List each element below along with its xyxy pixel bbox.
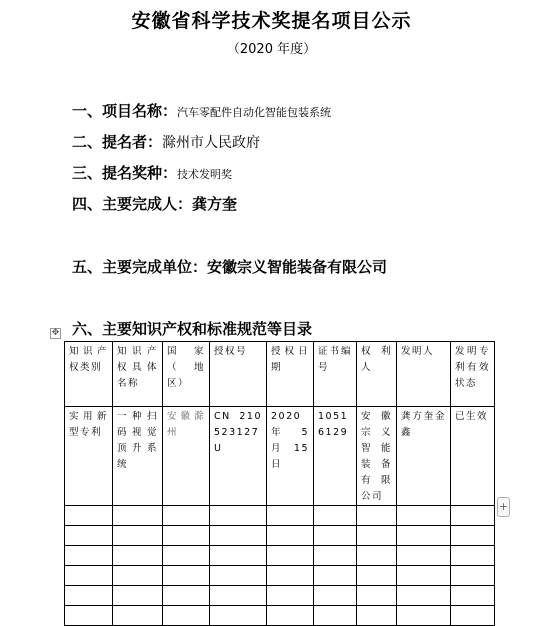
header-cell: 知识产权类别: [65, 342, 113, 407]
section-value: 龚方奎: [192, 195, 238, 213]
section-heading: 四、主要完成人：: [72, 195, 193, 213]
table-cell: 已生效: [451, 407, 495, 506]
empty-table-row: [65, 566, 495, 586]
section-heading: 三、提名奖种：: [72, 164, 178, 182]
header-cell: 知识产权具体名称: [113, 342, 163, 407]
table-cell: CN 210523127 U: [210, 407, 267, 506]
section-nominator: [72, 131, 260, 152]
header-cell: 授权号: [210, 342, 267, 407]
section-value: 汽车零配件自动化智能包装系统: [177, 106, 332, 119]
table-cell: 一种扫码视觉顶升系统: [113, 407, 163, 506]
table-row: [65, 407, 495, 506]
ip-table: [64, 341, 495, 626]
section-value: 安徽宗义智能装备有限公司: [207, 258, 388, 276]
table-cell: 安徽滁州: [163, 407, 210, 506]
table-cell: 实用新型专利: [65, 407, 113, 506]
section-project-name: [72, 100, 331, 121]
header-cell: 证书编号: [314, 342, 357, 407]
empty-table-row: [65, 526, 495, 546]
section-heading: 六、主要知识产权和标准规范等目录: [72, 320, 313, 338]
table-cell: 龚方奎金鑫: [397, 407, 451, 506]
table-header-row: [65, 342, 495, 407]
empty-table-row: [65, 546, 495, 566]
header-cell: 授权日期: [267, 342, 314, 407]
section-main-unit: [72, 256, 387, 277]
section-ip-catalog: [72, 318, 312, 339]
section-heading: 一、项目名称：: [72, 102, 178, 120]
empty-table-row: [65, 506, 495, 526]
table-cell: 2020 年 5 月 15 日: [267, 407, 314, 506]
empty-table-row: [65, 606, 495, 626]
header-cell: 发明人: [397, 342, 451, 407]
header-cell: 发明专利有效状态: [451, 342, 495, 407]
add-row-icon[interactable]: +: [497, 497, 510, 517]
section-main-contributor: [72, 193, 237, 214]
header-cell: 国家（地区）: [163, 342, 210, 407]
document-year: （2020 年度）: [226, 42, 317, 57]
section-award-type: [72, 162, 232, 183]
empty-table-row: [65, 586, 495, 606]
move-table-icon[interactable]: ✥: [51, 328, 60, 338]
section-heading: 二、提名者：: [72, 133, 163, 151]
header-cell: 权利人: [357, 342, 397, 407]
table-cell: 安徽宗义智能装备有限公司: [357, 407, 397, 506]
table-cell: 10516129: [314, 407, 357, 506]
section-value: 滁州市人民政府: [162, 135, 261, 151]
section-heading: 五、主要完成单位：: [72, 258, 208, 276]
section-value: 技术发明奖: [177, 168, 233, 181]
document-title: 安徽省科学技术奖提名项目公示: [131, 10, 412, 32]
